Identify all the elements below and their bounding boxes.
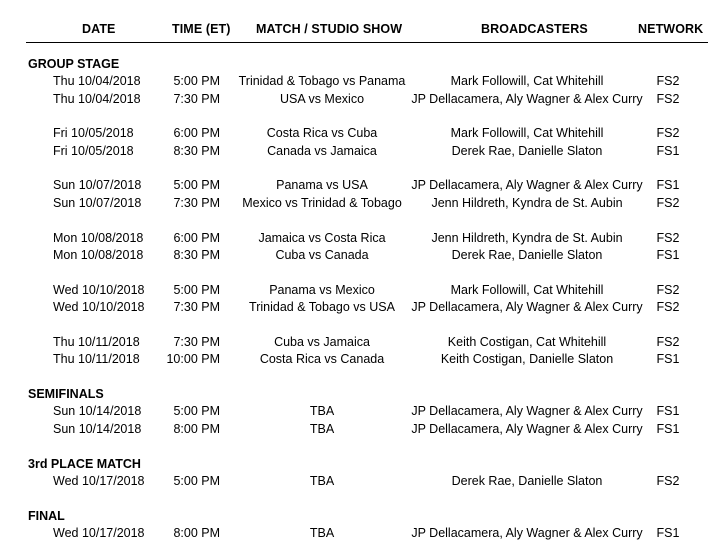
header-network: NETWORK bbox=[638, 22, 704, 36]
date-cell: Thu 10/11/2018 bbox=[53, 335, 140, 349]
date-cell: Wed 10/17/2018 bbox=[53, 474, 145, 488]
date-cell: Wed 10/10/2018 bbox=[53, 300, 145, 314]
header-date: DATE bbox=[82, 22, 116, 36]
match-cell: Panama vs USA bbox=[276, 178, 368, 192]
time-cell: 10:00 PM bbox=[166, 352, 220, 366]
table-row bbox=[0, 300, 715, 317]
broadcasters-cell: JP Dellacamera, Aly Wagner & Alex Curry bbox=[411, 92, 643, 106]
match-cell: Costa Rica vs Canada bbox=[259, 352, 385, 366]
section-title: SEMIFINALS bbox=[28, 387, 104, 401]
match-cell: TBA bbox=[309, 404, 335, 418]
match-cell: Canada vs Jamaica bbox=[267, 144, 377, 158]
date-cell: Thu 10/04/2018 bbox=[53, 92, 141, 106]
time-cell: 8:00 PM bbox=[173, 526, 220, 540]
network-cell: FS1 bbox=[656, 178, 680, 192]
table-row bbox=[0, 248, 715, 265]
broadcasters-cell: Mark Followill, Cat Whitehill bbox=[450, 126, 604, 140]
table-row bbox=[0, 196, 715, 213]
network-cell: FS1 bbox=[656, 422, 680, 436]
section-title: 3rd PLACE MATCH bbox=[28, 457, 141, 471]
network-cell: FS2 bbox=[656, 126, 680, 140]
date-cell: Sun 10/14/2018 bbox=[53, 422, 142, 436]
broadcasters-cell: JP Dellacamera, Aly Wagner & Alex Curry bbox=[411, 404, 643, 418]
network-cell: FS2 bbox=[656, 92, 680, 106]
table-row bbox=[0, 144, 715, 161]
network-cell: FS2 bbox=[656, 74, 680, 88]
broadcasters-cell: JP Dellacamera, Aly Wagner & Alex Curry bbox=[411, 178, 643, 192]
table-row bbox=[0, 474, 715, 491]
network-cell: FS2 bbox=[656, 474, 680, 488]
date-cell: Wed 10/17/2018 bbox=[53, 526, 145, 540]
match-cell: Trinidad & Tobago vs Panama bbox=[238, 74, 406, 88]
match-cell: Cuba vs Jamaica bbox=[274, 335, 370, 349]
time-cell: 6:00 PM bbox=[173, 126, 220, 140]
date-cell: Mon 10/08/2018 bbox=[53, 248, 144, 262]
network-cell: FS1 bbox=[656, 352, 680, 366]
table-row bbox=[0, 404, 715, 421]
match-cell: Jamaica vs Costa Rica bbox=[258, 231, 386, 245]
broadcasters-cell: Mark Followill, Cat Whitehill bbox=[450, 74, 604, 88]
broadcasters-cell: JP Dellacamera, Aly Wagner & Alex Curry bbox=[411, 422, 643, 436]
broadcasters-cell: Jenn Hildreth, Kyndra de St. Aubin bbox=[431, 196, 623, 210]
time-cell: 6:00 PM bbox=[173, 231, 220, 245]
broadcasters-cell: Keith Costigan, Danielle Slaton bbox=[440, 352, 614, 366]
network-cell: FS1 bbox=[656, 144, 680, 158]
table-row bbox=[0, 422, 715, 439]
match-cell: Trinidad & Tobago vs USA bbox=[249, 300, 395, 314]
network-cell: FS2 bbox=[656, 283, 680, 297]
time-cell: 5:00 PM bbox=[173, 404, 220, 418]
match-cell: TBA bbox=[309, 474, 335, 488]
time-cell: 8:30 PM bbox=[173, 248, 220, 262]
broadcasters-cell: Jenn Hildreth, Kyndra de St. Aubin bbox=[431, 231, 623, 245]
header-broadcasters: BROADCASTERS bbox=[481, 22, 588, 36]
match-cell: USA vs Mexico bbox=[279, 92, 365, 106]
network-cell: FS1 bbox=[656, 526, 680, 540]
time-cell: 5:00 PM bbox=[173, 474, 220, 488]
date-cell: Fri 10/05/2018 bbox=[53, 126, 134, 140]
time-cell: 8:30 PM bbox=[173, 144, 220, 158]
date-cell: Thu 10/11/2018 bbox=[53, 352, 140, 366]
time-cell: 8:00 PM bbox=[173, 422, 220, 436]
broadcasters-cell: Mark Followill, Cat Whitehill bbox=[450, 283, 604, 297]
date-cell: Fri 10/05/2018 bbox=[53, 144, 134, 158]
header-match: MATCH / STUDIO SHOW bbox=[256, 22, 403, 36]
table-row bbox=[0, 352, 715, 369]
table-row bbox=[0, 231, 715, 248]
network-cell: FS2 bbox=[656, 300, 680, 314]
match-cell: Mexico vs Trinidad & Tobago bbox=[242, 196, 402, 210]
time-cell: 5:00 PM bbox=[173, 283, 220, 297]
match-cell: Panama vs Mexico bbox=[269, 283, 375, 297]
network-cell: FS1 bbox=[656, 404, 680, 418]
table-row bbox=[0, 335, 715, 352]
broadcasters-cell: Derek Rae, Danielle Slaton bbox=[451, 248, 603, 262]
table-row bbox=[0, 126, 715, 143]
match-cell: TBA bbox=[309, 422, 335, 436]
match-cell: TBA bbox=[309, 526, 335, 540]
time-cell: 5:00 PM bbox=[173, 178, 220, 192]
broadcasters-cell: JP Dellacamera, Aly Wagner & Alex Curry bbox=[411, 300, 643, 314]
section-title: FINAL bbox=[28, 509, 65, 523]
section-title: GROUP STAGE bbox=[28, 57, 120, 71]
time-cell: 7:30 PM bbox=[173, 92, 220, 106]
date-cell: Sun 10/07/2018 bbox=[53, 178, 142, 192]
date-cell: Sun 10/14/2018 bbox=[53, 404, 142, 418]
time-cell: 7:30 PM bbox=[173, 300, 220, 314]
time-cell: 7:30 PM bbox=[173, 335, 220, 349]
broadcasters-cell: Derek Rae, Danielle Slaton bbox=[451, 474, 603, 488]
table-row bbox=[0, 283, 715, 300]
broadcasters-cell: Derek Rae, Danielle Slaton bbox=[451, 144, 603, 158]
network-cell: FS2 bbox=[656, 335, 680, 349]
date-cell: Wed 10/10/2018 bbox=[53, 283, 145, 297]
date-cell: Sun 10/07/2018 bbox=[53, 196, 142, 210]
network-cell: FS2 bbox=[656, 196, 680, 210]
header-divider bbox=[26, 42, 708, 43]
table-row bbox=[0, 178, 715, 195]
time-cell: 7:30 PM bbox=[173, 196, 220, 210]
match-cell: Costa Rica vs Cuba bbox=[266, 126, 378, 140]
date-cell: Mon 10/08/2018 bbox=[53, 231, 144, 245]
header-time: TIME (ET) bbox=[172, 22, 231, 36]
date-cell: Thu 10/04/2018 bbox=[53, 74, 141, 88]
network-cell: FS1 bbox=[656, 248, 680, 262]
match-cell: Cuba vs Canada bbox=[275, 248, 369, 262]
broadcasters-cell: Keith Costigan, Cat Whitehill bbox=[447, 335, 607, 349]
table-row bbox=[0, 526, 715, 543]
broadcasters-cell: JP Dellacamera, Aly Wagner & Alex Curry bbox=[411, 526, 643, 540]
table-row bbox=[0, 92, 715, 109]
time-cell: 5:00 PM bbox=[173, 74, 220, 88]
table-row bbox=[0, 74, 715, 91]
network-cell: FS2 bbox=[656, 231, 680, 245]
